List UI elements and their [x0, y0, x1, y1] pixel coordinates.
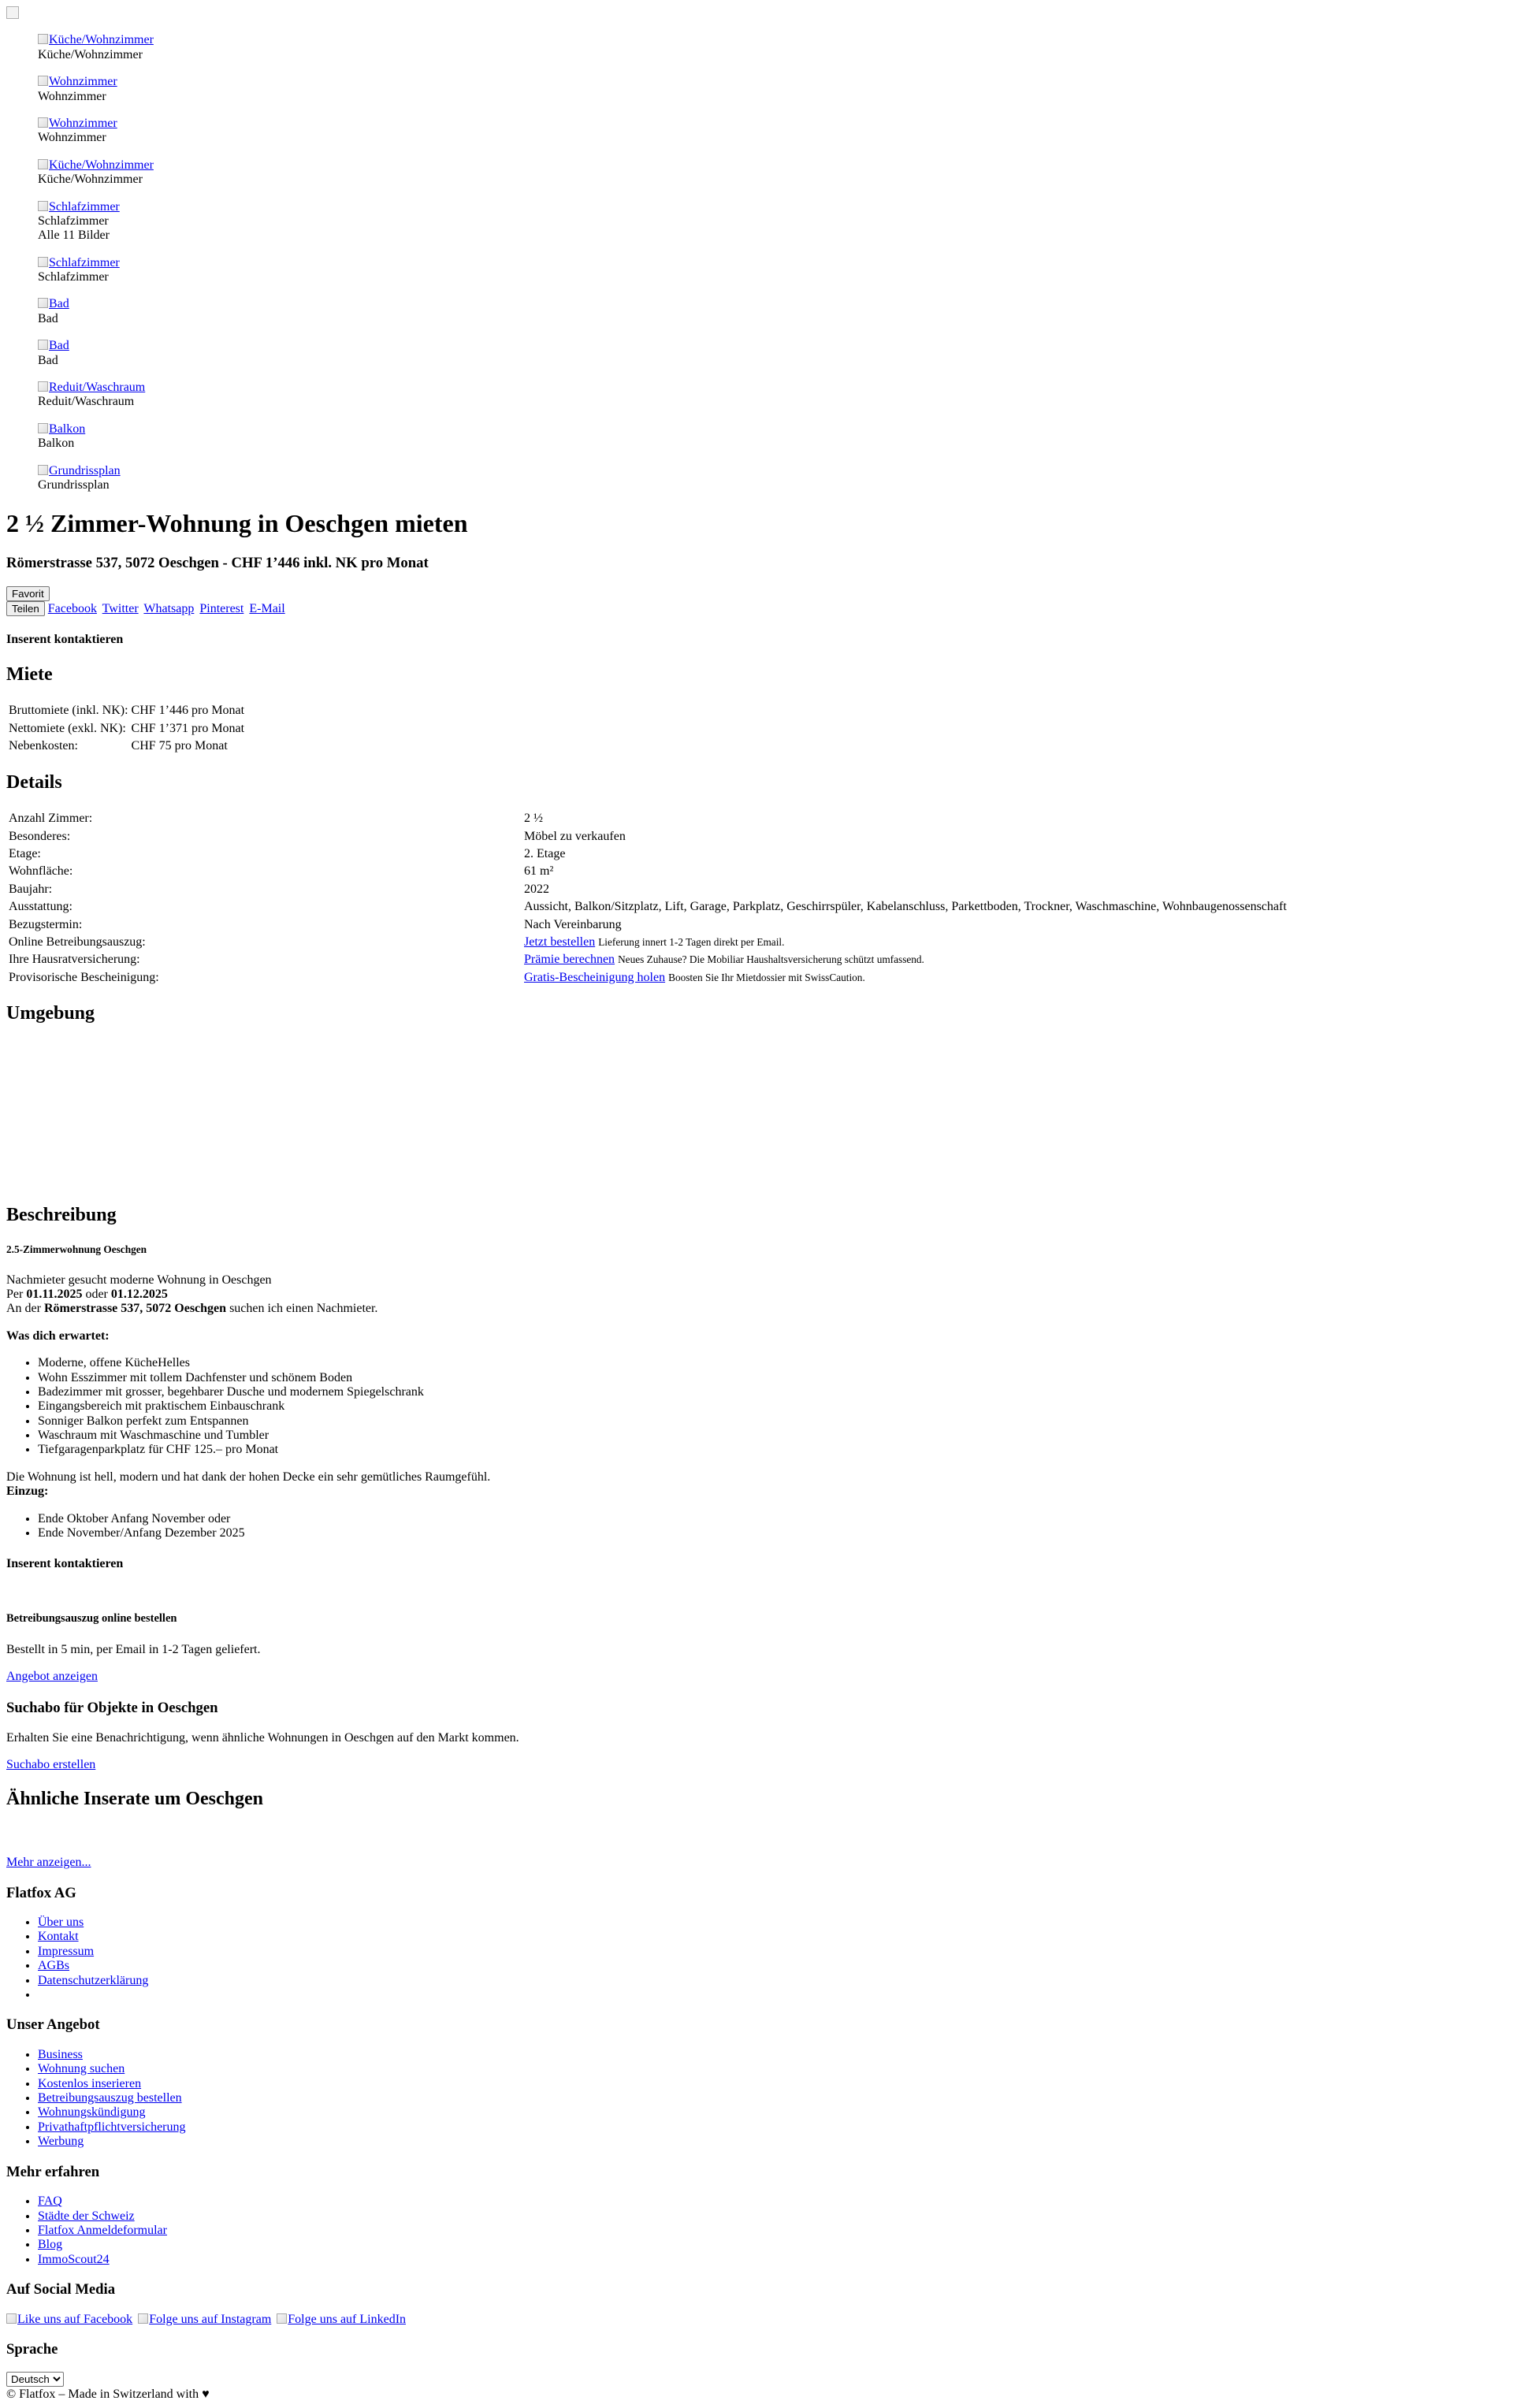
share-facebook-link[interactable]: Facebook: [47, 602, 97, 616]
similar-heading: Ähnliche Inserate um Oeschgen: [6, 1788, 263, 1809]
details-value: 61 m²: [524, 864, 554, 879]
gallery-image-link[interactable]: Küche/Wohnzimmer: [38, 33, 154, 46]
gallery-caption: Küche/Wohnzimmer: [38, 47, 143, 61]
table-row: [8, 899, 1505, 915]
search-flat-link[interactable]: Wohnung suchen: [38, 2062, 125, 2076]
broken-image-icon: [38, 117, 48, 128]
faq-link[interactable]: FAQ: [38, 2194, 62, 2209]
gallery-caption: Wohnzimmer: [38, 131, 106, 145]
calculate-premium-link[interactable]: Prämie berechnen: [524, 953, 615, 967]
list-item: • Waschraum mit Waschmaschine und Tumbler: [38, 1429, 1507, 1443]
details-label: Wohnfläche:: [9, 864, 73, 879]
details-heading: Details: [6, 771, 62, 793]
create-search-alert-link[interactable]: Suchabo erstellen: [6, 1758, 96, 1772]
gallery-item: [38, 256, 1507, 285]
gallery-item: [38, 33, 1507, 62]
list-item: [38, 2224, 1507, 2238]
gallery-caption: Wohnzimmer: [38, 89, 106, 103]
move-in-list: [6, 1512, 1507, 1541]
details-label: Besonderes:: [9, 829, 71, 843]
termination-link[interactable]: Wohnungskündigung: [38, 2105, 146, 2120]
instagram-link[interactable]: Folge uns auf Instagram: [138, 2313, 271, 2326]
broken-image-icon: [38, 298, 48, 308]
description-body: Nachmieter gesucht moderne Wohnung in Oeschgen Per 01.11.2025 oder 01.12.2025 An der Römerstrasse 537, 5072 Oeschgen suchen ich einen Nachmieter.: [6, 1273, 378, 1316]
blog-link[interactable]: Blog: [38, 2238, 63, 2252]
share-row: [6, 602, 288, 615]
details-label: Online Betreibungsauszug:: [9, 935, 146, 949]
details-value: 2022: [524, 882, 549, 896]
table-row: [8, 738, 245, 754]
share-pinterest-link[interactable]: Pinterest: [199, 602, 244, 616]
order-betreibung-link[interactable]: Jetzt bestellen: [524, 935, 596, 949]
list-item: [38, 1959, 1507, 1973]
surroundings-heading: Umgebung: [6, 1003, 95, 1024]
details-note: Boosten Sie Ihr Mietdossier mit SwissCaution.: [668, 971, 865, 983]
list-item: [38, 2238, 1507, 2252]
gallery-caption: Balkon: [38, 437, 75, 451]
share-whatsapp-link[interactable]: Whatsapp: [143, 602, 195, 616]
table-row: [8, 846, 1505, 862]
gallery-item: [38, 464, 1507, 493]
table-row: [8, 970, 1505, 986]
listing-title: 2 ½ Zimmer-Wohnung in Oeschgen mieten: [6, 509, 468, 538]
gallery-image-link[interactable]: Grundrissplan: [38, 464, 121, 478]
move-in-heading: Einzug:: [6, 1485, 49, 1499]
broken-image-icon: [38, 159, 48, 169]
about-link[interactable]: Über uns: [38, 1916, 84, 1930]
details-note: Neues Zuhause? Die Mobiliar Haushaltsversicherung schützt umfassend.: [618, 953, 924, 966]
table-row: [8, 882, 1505, 897]
list-item: [38, 2253, 1507, 2267]
broken-image-icon: [38, 340, 48, 350]
rent-table: [6, 701, 247, 756]
broken-image-icon: [38, 381, 48, 392]
imprint-link[interactable]: Impressum: [38, 1944, 95, 1958]
table-row: [8, 917, 1505, 933]
gallery-item: [38, 158, 1507, 188]
terms-link[interactable]: AGBs: [38, 1959, 70, 1973]
list-item: • Moderne, offene KücheHelles: [38, 1356, 1507, 1370]
gallery-item: [38, 117, 1507, 146]
show-offer-link[interactable]: Angebot anzeigen: [6, 1669, 98, 1683]
free-listing-link[interactable]: Kostenlos inserieren: [38, 2076, 142, 2090]
list-item: • Badezimmer mit grosser, begehbarer Dusche und modernem Spiegelschrank: [38, 1385, 1507, 1399]
rent-label: Bruttomiete (inkl. NK):: [9, 704, 128, 718]
details-value: Nach Vereinbarung: [524, 917, 622, 931]
gallery-image-link[interactable]: Schlafzimmer: [38, 200, 120, 214]
list-item: • Ende Oktober Anfang November oder: [38, 1512, 1507, 1526]
gallery-image-link[interactable]: Bad: [38, 297, 69, 310]
free-certificate-link[interactable]: Gratis-Bescheinigung holen: [524, 970, 666, 984]
list-item: [38, 1988, 1507, 2002]
details-label: Provisorische Bescheinigung:: [9, 970, 159, 984]
betreibung-heading: Betreibungsauszug online bestellen: [6, 1611, 177, 1625]
broken-image-icon: [38, 76, 48, 86]
list-item: • Eingangsbereich mit praktischem Einbauschrank: [38, 1399, 1507, 1414]
broken-image-icon: [38, 423, 48, 433]
table-row: [8, 703, 245, 719]
gallery-item: [38, 75, 1507, 104]
advertising-link[interactable]: Werbung: [38, 2135, 84, 2149]
details-value: 2 ½: [524, 812, 543, 826]
social-links: [6, 2313, 1507, 2327]
list-item: • Sonniger Balkon perfekt zum Entspannen: [38, 1414, 1507, 1429]
description-closing: Die Wohnung ist hell, modern und hat dank der hohen Decke ein sehr gemütliches Raumgefühl.: [6, 1470, 491, 1484]
linkedin-link[interactable]: Folge uns auf LinkedIn: [277, 2313, 406, 2326]
gallery-caption: Grundrissplan: [38, 478, 110, 492]
footer-learn-links: [6, 2194, 1507, 2267]
gallery-caption: Küche/Wohnzimmer: [38, 173, 143, 187]
contact-advertiser-button-2[interactable]: Inserent kontaktieren: [6, 1557, 124, 1571]
gallery-item: [38, 339, 1507, 368]
list-item: [38, 1974, 1507, 1988]
map-area[interactable]: [6, 1041, 1507, 1189]
description-heading: Beschreibung: [6, 1204, 117, 1225]
list-item: [38, 2091, 1507, 2105]
rent-label: Nebenkosten:: [9, 739, 78, 753]
spacer: [6, 1589, 1507, 1595]
footer-social-heading: Auf Social Media: [6, 2281, 116, 2298]
linkedin-icon: [277, 2313, 287, 2324]
gallery-caption: Schlafzimmer: [38, 214, 109, 228]
table-row: [8, 721, 245, 737]
rent-value: CHF 75 pro Monat: [131, 739, 228, 753]
immoscout-link[interactable]: ImmoScout24: [38, 2252, 110, 2266]
broken-image-icon: [38, 257, 48, 267]
expect-heading: Was dich erwartet:: [6, 1328, 110, 1343]
favorite-button[interactable]: Favorit: [6, 586, 50, 601]
details-value: 2. Etage: [524, 846, 566, 860]
gallery-caption: Bad: [38, 353, 58, 367]
details-label: Etage:: [9, 846, 41, 860]
list-item: [38, 2105, 1507, 2120]
footer-learn-heading: Mehr erfahren: [6, 2163, 100, 2180]
suchabo-text: Erhalten Sie eine Benachrichtigung, wenn ähnliche Wohnungen in Oeschgen auf den Markt kommen.: [6, 1730, 519, 1745]
list-item: [38, 2120, 1507, 2135]
share-button[interactable]: Teilen: [6, 601, 45, 616]
action-bar: [6, 586, 1507, 617]
list-item: [38, 1916, 1507, 1930]
rent-label: Nettomiete (exkl. NK):: [9, 721, 126, 735]
list-item: [38, 2194, 1507, 2209]
contact-advertiser-button[interactable]: Inserent kontaktieren: [6, 633, 124, 647]
gallery-caption: Reduit/Waschraum: [38, 395, 135, 409]
details-note: Lieferung innert 1-2 Tagen direkt per Email.: [598, 935, 785, 948]
logo-image-icon[interactable]: [6, 6, 19, 19]
business-link[interactable]: Business: [38, 2047, 83, 2061]
gallery-item: [38, 200, 1507, 243]
language-select[interactable]: [6, 2372, 64, 2387]
expect-list: [6, 1356, 1507, 1458]
footer-company-heading: Flatfox AG: [6, 1884, 76, 1901]
footer-language-heading: Sprache: [6, 2340, 58, 2358]
broken-image-icon: [38, 465, 48, 475]
gallery-image-link[interactable]: Balkon: [38, 422, 85, 436]
table-row: [8, 811, 1505, 827]
contact-link[interactable]: Kontakt: [38, 1930, 79, 1944]
footer-offer-heading: Unser Angebot: [6, 2016, 100, 2034]
list-item: • Tiefgaragenparkplatz für CHF 125.– pro Monat: [38, 1443, 1507, 1457]
description-title: 2.5-Zimmerwohnung Oeschgen: [6, 1243, 147, 1256]
gallery-item: [38, 297, 1507, 326]
table-row: [8, 829, 1505, 845]
details-value: Aussicht, Balkon/Sitzplatz, Lift, Garage, Parkplatz, Geschirrspüler, Kabelanschluss, Parkettboden, Trockner, Waschmaschine, Wohnbaugenossenschaft: [524, 900, 1287, 914]
rent-value: CHF 1’446 pro Monat: [131, 704, 245, 718]
details-value: Möbel zu verkaufen: [524, 829, 626, 843]
gallery-image-link[interactable]: Wohnzimmer: [38, 75, 117, 88]
broken-image-icon: [38, 201, 48, 211]
gallery-item: [38, 422, 1507, 452]
list-item: [38, 2062, 1507, 2076]
footer-company-links: [6, 1916, 1507, 2002]
table-row: [8, 864, 1505, 879]
show-more-link[interactable]: Mehr anzeigen...: [6, 1856, 91, 1870]
rent-value: CHF 1’371 pro Monat: [131, 721, 245, 735]
suchabo-heading: Suchabo für Objekte in Oeschgen: [6, 1700, 218, 1717]
list-item: [38, 2048, 1507, 2062]
table-row: [8, 935, 1505, 950]
listing-subtitle: Römerstrasse 537, 5072 Oeschgen - CHF 1’446 inkl. NK pro Monat: [6, 555, 429, 572]
list-item: [38, 1945, 1507, 1959]
order-betreibung-footer-link[interactable]: Betreibungsauszug bestellen: [38, 2091, 182, 2105]
cities-link[interactable]: Städte der Schweiz: [38, 2209, 135, 2223]
list-item: [38, 2209, 1507, 2224]
table-row: [8, 952, 1505, 968]
privacy-link[interactable]: Datenschutzerklärung: [38, 1973, 149, 1987]
list-item: • Wohn Esszimmer mit tollem Dachfenster und schönem Boden: [38, 1371, 1507, 1385]
rent-heading: Miete: [6, 663, 53, 685]
gallery-caption: Schlafzimmer: [38, 270, 109, 284]
instagram-icon: [138, 2313, 148, 2324]
footer-offer-links: [6, 2048, 1507, 2150]
liability-insurance-link[interactable]: Privathaftpflichtversicherung: [38, 2120, 186, 2134]
share-twitter-link[interactable]: Twitter: [102, 602, 139, 616]
list-item: [38, 2077, 1507, 2091]
all-images-label[interactable]: Alle 11 Bilder: [38, 229, 110, 243]
betreibung-text: Bestellt in 5 min, per Email in 1-2 Tagen geliefert.: [6, 1642, 261, 1656]
details-label: Ausstattung:: [9, 900, 72, 914]
details-label: Baujahr:: [9, 882, 53, 896]
gallery-image-link[interactable]: Reduit/Waschraum: [38, 381, 145, 394]
copyright: © Flatfox – Made in Switzerland with ♥: [6, 2387, 210, 2401]
gallery-caption: Bad: [38, 311, 58, 325]
gallery-image-link[interactable]: Wohnzimmer: [38, 117, 117, 130]
list-item: • Ende November/Anfang Dezember 2025: [38, 1526, 1507, 1540]
gallery-item: [38, 381, 1507, 410]
details-label: Anzahl Zimmer:: [9, 812, 93, 826]
registration-form-link[interactable]: Flatfox Anmeldeformular: [38, 2223, 167, 2237]
image-gallery: [6, 33, 1507, 492]
facebook-link[interactable]: Like uns auf Facebook: [6, 2313, 132, 2326]
gallery-image-link[interactable]: Bad: [38, 339, 69, 352]
similar-listings: [6, 1824, 1507, 1856]
facebook-icon: [6, 2313, 17, 2324]
details-table: [6, 809, 1507, 987]
details-label: Ihre Hausratversicherung:: [9, 953, 140, 967]
list-item: [38, 2135, 1507, 2149]
share-email-link[interactable]: E-Mail: [249, 602, 285, 616]
gallery-image-link[interactable]: Schlafzimmer: [38, 256, 120, 269]
details-label: Bezugstermin:: [9, 917, 83, 931]
broken-image-icon: [38, 34, 48, 44]
gallery-image-link[interactable]: Küche/Wohnzimmer: [38, 158, 154, 172]
list-item: [38, 1930, 1507, 1944]
